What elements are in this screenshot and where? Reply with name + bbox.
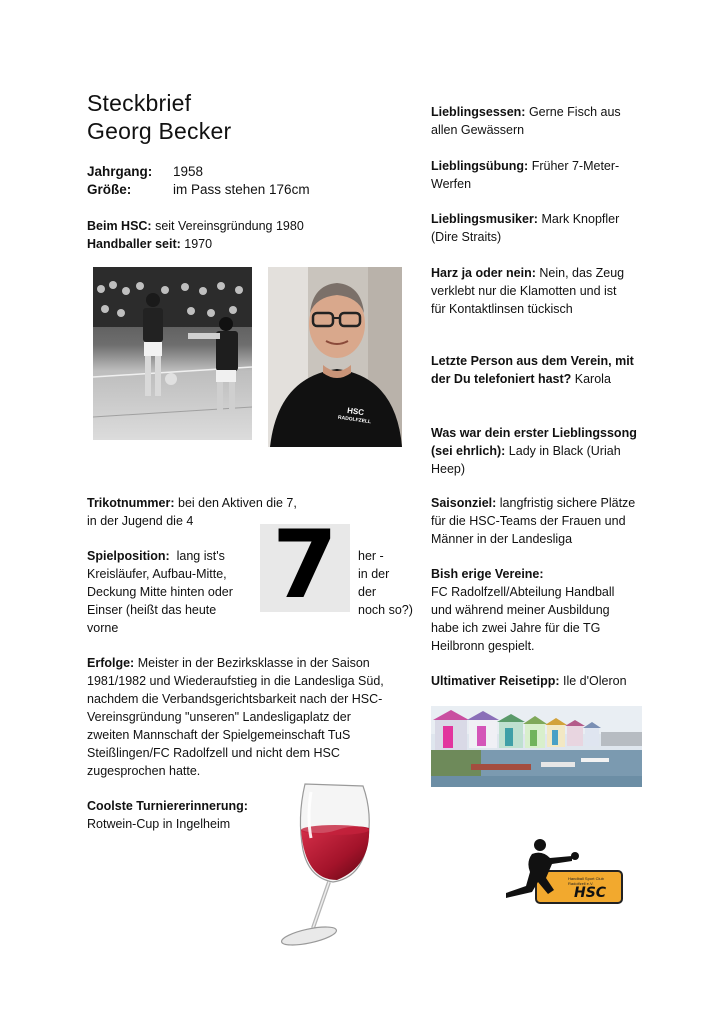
person-value: Karola xyxy=(571,372,611,386)
jahrgang-label: Jahrgang: xyxy=(87,164,153,179)
hsc-label: Beim HSC: xyxy=(87,219,152,233)
erfolge-line-6: Steißlingen/FC Radolfzell und nicht dem HSC xyxy=(87,746,340,760)
vereine-label: Bish erige Vereine: xyxy=(431,567,544,581)
essen-line-1 xyxy=(431,103,651,121)
groesse-label: Größe: xyxy=(87,182,132,197)
position-label: Spielposition: xyxy=(87,549,170,563)
essen-label: Lieblingsessen: xyxy=(431,105,526,119)
erfolge-line-3: nachdem die Verbandsgerichtsbarkeit nach der HSC- xyxy=(87,692,383,706)
vereine-value-4: Heilbronn gespielt. xyxy=(431,639,535,653)
vereine-value-3: habe ich zwei Jahre für die TG xyxy=(431,621,601,635)
song-section xyxy=(431,424,671,478)
erfolge-line-1 xyxy=(87,654,417,672)
erfolge-section xyxy=(87,654,417,780)
trikot-line-1 xyxy=(87,494,297,512)
reise-section xyxy=(431,672,671,690)
vereine-value-1: FC Radolfzell/Abteilung Handball xyxy=(431,585,615,599)
position-right-text xyxy=(358,547,424,619)
person-question-1: Letzte Person aus dem Verein, mit xyxy=(431,354,634,368)
position-line-5: vorne xyxy=(87,621,119,635)
reise-label: Ultimativer Reisetipp: xyxy=(431,674,560,688)
title-line-steckbrief: Steckbrief xyxy=(87,90,192,116)
erfolge-line-2: 1981/1982 und Wiederaufstieg in die Landesliga Süd, xyxy=(87,674,384,688)
trikot-value-2: in der Jugend die 4 xyxy=(87,514,194,528)
position-line-2: Kreisläufer, Aufbau-Mitte, xyxy=(87,567,227,581)
portrait-photo xyxy=(268,267,402,447)
erfolge-line-5: zweiten Mannschaft der Spielgemeinschaft TuS xyxy=(87,728,351,742)
uebung-label: Lieblingsübung: xyxy=(431,159,529,173)
harz-label: Harz ja oder nein: xyxy=(431,266,536,280)
jersey-number-7: 7 xyxy=(272,511,338,620)
musiker-value-1: Mark Knopfler xyxy=(537,212,620,226)
position-right-3: der xyxy=(358,585,377,599)
title-line-name: Georg Becker xyxy=(87,118,232,144)
position-left-text xyxy=(87,547,257,637)
song-question-1: Was war dein erster Lieblingssong xyxy=(431,426,637,440)
position-right-1: her - xyxy=(358,549,384,563)
person-section xyxy=(431,352,671,388)
saison-value-1: langfristig sichere Plätze xyxy=(496,496,636,510)
saison-line-1 xyxy=(431,494,671,512)
saison-value-2: für die HSC-Teams der Frauen und xyxy=(431,514,626,528)
position-line-3: Deckung Mitte hinten oder xyxy=(87,585,233,599)
shirt-print-radolfzell: RADOLFZELL xyxy=(337,414,372,426)
hsc-value: seit Vereinsgründung 1980 xyxy=(151,219,304,233)
page-title xyxy=(87,89,231,145)
harz-section xyxy=(431,264,661,318)
club-facts xyxy=(87,217,304,253)
essen-section xyxy=(431,103,651,139)
hsc-logo-text: HSC xyxy=(574,885,607,901)
erfolge-value-1: Meister in der Bezirksklasse in der Saison xyxy=(134,656,370,670)
vereine-section xyxy=(431,565,671,655)
handballer-value: 1970 xyxy=(180,237,213,251)
uebung-value-1: Früher 7-Meter- xyxy=(528,159,620,173)
harz-value-3: für Kontaktlinsen tückisch xyxy=(431,302,573,316)
handballer-label: Handballer seit: xyxy=(87,237,181,251)
musiker-section xyxy=(431,210,651,246)
hsc-logo xyxy=(502,838,624,912)
essen-value-2: allen Gewässern xyxy=(431,123,525,137)
uebung-line-1 xyxy=(431,157,651,175)
shirt-print-hsc: HSC xyxy=(346,405,365,418)
position-line-4: Einser (heißt das heute xyxy=(87,603,217,617)
song-value-2: Heep) xyxy=(431,462,466,476)
oleron-photo xyxy=(431,706,642,787)
harz-line-1 xyxy=(431,264,661,282)
turnier-section xyxy=(87,797,248,833)
erfolge-label: Erfolge: xyxy=(87,656,135,670)
jahrgang-value: 1958 xyxy=(173,164,204,179)
historic-match-photo xyxy=(93,267,252,440)
fact-groesse xyxy=(87,181,310,199)
uebung-value-2: Werfen xyxy=(431,177,472,191)
position-line-1 xyxy=(87,547,257,565)
song-question-2: (sei ehrlich): xyxy=(431,444,506,458)
fact-hsc xyxy=(87,217,304,235)
position-value-1: lang ist's xyxy=(169,549,225,563)
position-right-2: in der xyxy=(358,567,390,581)
song-line-2 xyxy=(431,442,671,460)
essen-value-1: Gerne Fisch aus xyxy=(525,105,621,119)
basic-facts xyxy=(87,163,310,199)
jersey-number-graphic xyxy=(260,511,350,620)
trikot-label: Trikotnummer: xyxy=(87,496,175,510)
musiker-label: Lieblingsmusiker: xyxy=(431,212,538,226)
saison-section xyxy=(431,494,671,548)
turnier-label: Coolste Turniererinnerung: xyxy=(87,799,248,813)
saison-value-3: Männer in der Landesliga xyxy=(431,532,573,546)
musiker-value-2: (Dire Straits) xyxy=(431,230,502,244)
song-value: Lady in Black (Uriah xyxy=(505,444,621,458)
fact-handballer xyxy=(87,235,304,253)
musiker-line-1 xyxy=(431,210,651,228)
erfolge-line-4: Vereinsgründung "unseren" Landesligaplatz der xyxy=(87,710,351,724)
person-line-2 xyxy=(431,370,671,388)
saison-label: Saisonziel: xyxy=(431,496,497,510)
wine-glass-image xyxy=(275,778,375,950)
turnier-value: Rotwein-Cup in Ingelheim xyxy=(87,817,231,831)
trikot-value-1: bei den Aktiven die 7, xyxy=(174,496,297,510)
position-right-4: noch so?) xyxy=(358,603,413,617)
groesse-value: im Pass stehen 176cm xyxy=(173,182,310,197)
vereine-value-2: und während meiner Ausbildung xyxy=(431,603,610,617)
hsc-logo-small-text: Handball Sport Club Radolfzell e.V. xyxy=(568,876,604,886)
fact-jahrgang xyxy=(87,163,310,181)
reise-value: Ile d'Oleron xyxy=(559,674,627,688)
person-question-2: der Du telefoniert hast? xyxy=(431,372,572,386)
erfolge-line-7: zugesprochen hatte. xyxy=(87,764,201,778)
harz-value-2: verklebt nur die Klamotten und ist xyxy=(431,284,617,298)
harz-value-1: Nein, das Zeug xyxy=(535,266,625,280)
uebung-section xyxy=(431,157,651,193)
